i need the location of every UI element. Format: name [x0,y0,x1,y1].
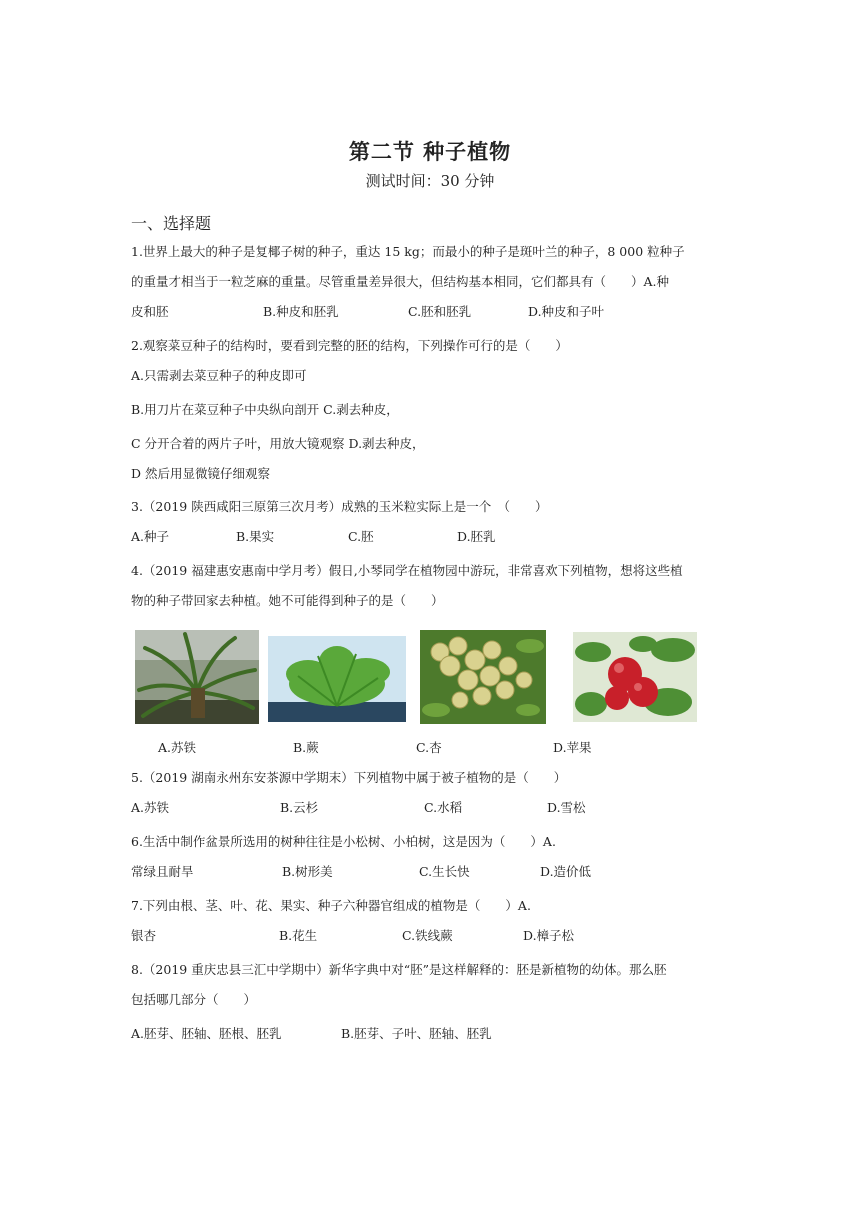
q8-option-b: B.胚芽、子叶、胚轴、胚乳 [341,1026,492,1041]
q6-option-b: B.树形美 [282,864,333,879]
q3-option-a: A.种子 [131,529,170,544]
q7-stem: 7.下列由根、茎、叶、花、果实、种子六种器官组成的植物是（ ）A. [131,898,531,913]
q3-option-d: D.胚乳 [457,529,496,544]
q5-option-d: D.雪松 [547,800,586,815]
q5-stem: 5.（2019 湖南永州东安茶源中学期末）下列植物中属于被子植物的是（ ） [131,770,567,785]
cycad-image [135,630,259,724]
section-heading: 一、选择题 [131,214,212,233]
q1-option-d: D.种皮和子叶 [528,304,605,319]
q2-option-a: A.只需剥去菜豆种子的种皮即可 [131,368,307,383]
q5-option-b: B.云杉 [280,800,319,815]
q6-option-a: 常绿且耐旱 [131,864,194,879]
q7-option-d: D.樟子松 [523,928,575,943]
fern-photo [268,636,406,722]
q1-line-1: 1.世界上最大的种子是复椰子树的种子，重达 15 kg；而最小的种子是斑叶兰的种子，8 000 粒种子 [131,244,685,259]
q5-option-c: C.水稻 [424,800,463,815]
q3-option-c: C.胚 [348,529,374,544]
apple-image [573,632,697,722]
q4-option-b: B.蕨 [293,740,319,755]
apricot-photo [420,630,546,724]
q7-option-c: C.铁线蕨 [402,928,453,943]
q7-option-a: 银杏 [131,928,157,943]
q8-line-2: 包括哪几部分（ ） [131,992,257,1007]
q4-option-a: A.苏铁 [158,740,197,755]
q4-option-c: C.杏 [416,740,442,755]
apple-photo [573,632,697,722]
q4-line-1: 4.（2019 福建惠安惠南中学月考）假日,小琴同学在植物园中游玩，非常喜欢下列植物，想将这些植 [131,563,683,578]
q4-option-d: D.苹果 [553,740,592,755]
q1-option-b: B.种皮和胚乳 [263,304,339,319]
q3-stem: 3.（2019 陕西咸阳三原第三次月考）成熟的玉米粒实际上是一个 （ ） [131,499,548,514]
q1-line-2: 的重量才相当于一粒芝麻的重量。尽管重量差异很大，但结构基本相同，它们都具有（ ）A.种 [131,274,670,289]
q1-option-a: 皮和胚 [131,304,169,319]
apricot-image [420,630,546,724]
q8-option-a: A.胚芽、胚轴、胚根、胚乳 [131,1026,282,1041]
page-title: 第二节 种子植物 [348,140,512,164]
q4-line-2: 物的种子带回家去种植。她不可能得到种子的是（ ） [131,593,444,608]
q2-stem: 2.观察菜豆种子的结构时，要看到完整的胚的结构，下列操作可行的是（ ） [131,338,568,353]
q6-stem: 6.生活中制作盆景所选用的树种往往是小松树、小柏树，这是因为（ ）A. [131,834,556,849]
q8-line-1: 8.（2019 重庆忠县三汇中学期中）新华字典中对“胚”是这样解释的：胚是新植物的幼体。那么胚 [131,962,667,977]
q7-option-b: B.花生 [279,928,318,943]
q5-option-a: A.苏铁 [131,800,170,815]
fern-image [268,636,406,722]
q6-option-d: D.造价低 [540,864,592,879]
q6-option-c: C.生长快 [419,864,470,879]
q3-option-b: B.果实 [236,529,275,544]
q2-option-d: D 然后用显微镜仔细观察 [131,466,270,481]
cycad-photo [135,630,259,724]
q2-option-c: C 分开合着的两片子叶，用放大镜观察 D.剥去种皮， [131,436,425,451]
test-time: 测试时间：30 分钟 [365,172,495,190]
q1-option-c: C.胚和胚乳 [408,304,472,319]
q2-option-b: B.用刀片在菜豆种子中央纵向剖开 C.剥去种皮， [131,402,399,417]
